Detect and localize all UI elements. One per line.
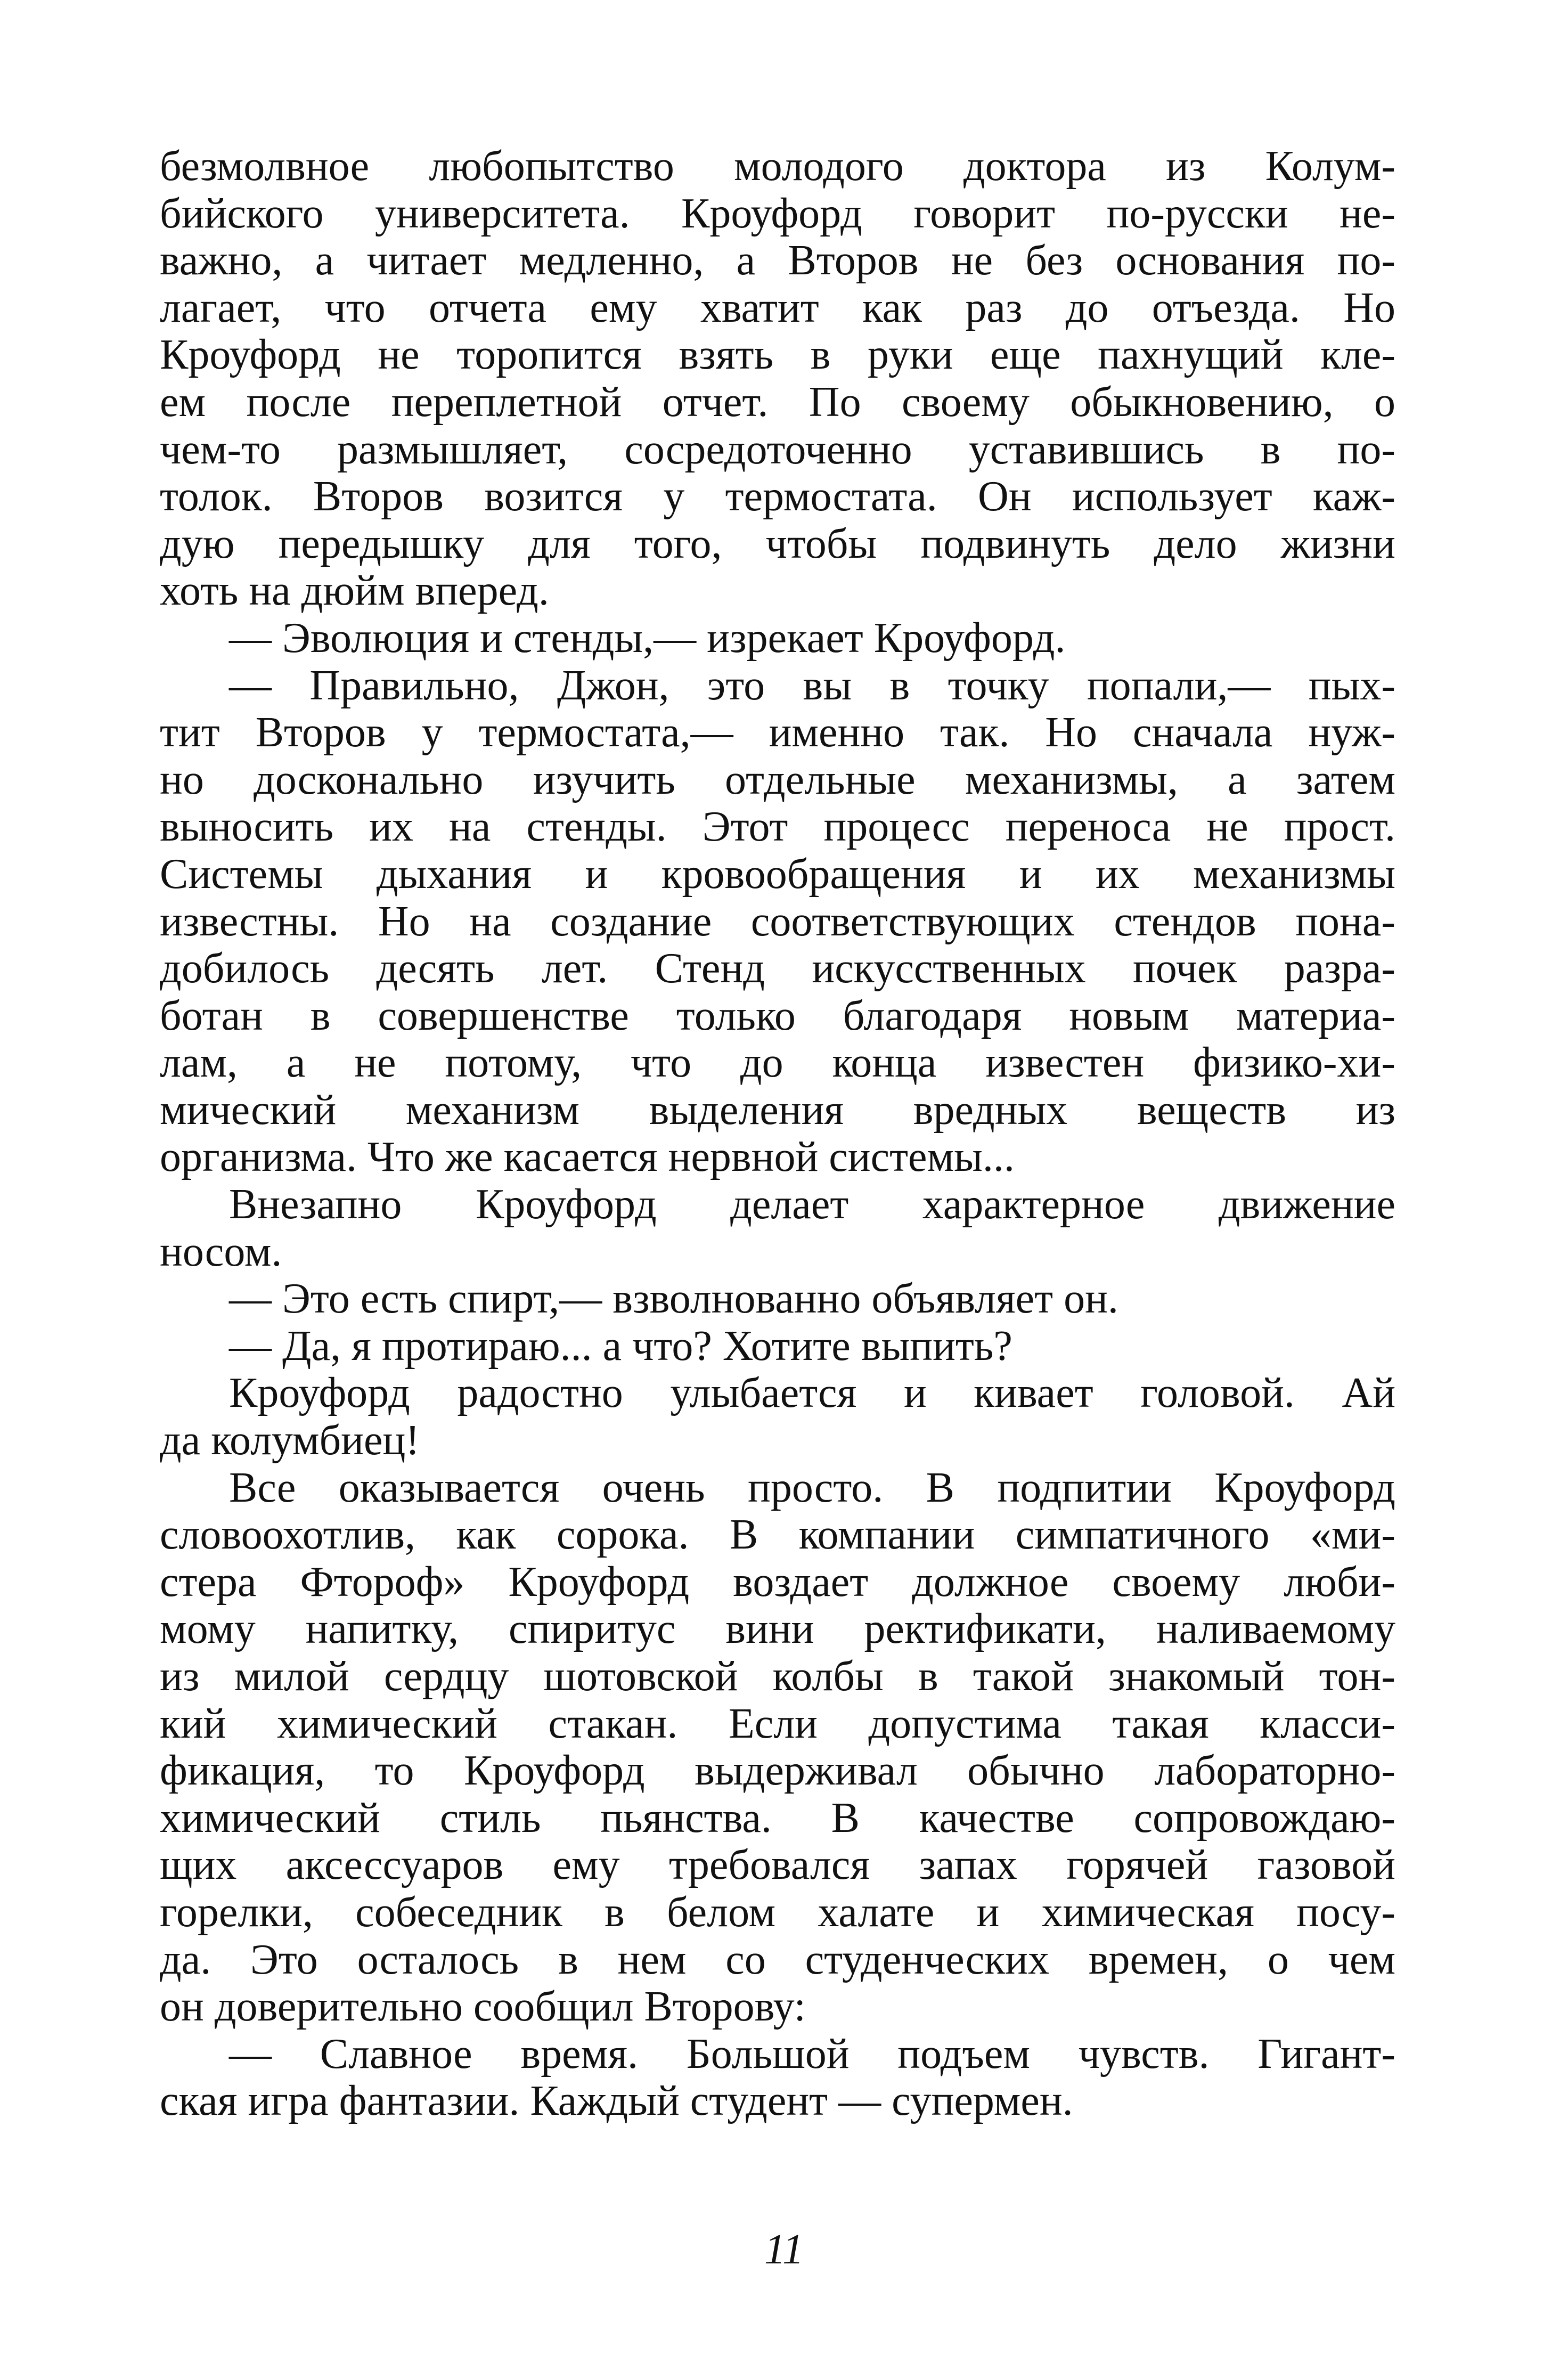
text-line: Кроуфорд не торопится взять в руки еще пахнущий кле- — [160, 331, 1395, 379]
text-line: ботан в совершенстве только благодаря новым материа- — [160, 992, 1395, 1039]
text-line: но досконально изучить отдельные механизмы, а затем — [160, 756, 1395, 803]
text-line: Все оказывается очень просто. В подпитии Кроуфорд — [229, 1464, 1395, 1511]
text-line: химический стиль пьянства. В качестве сопровождаю- — [160, 1794, 1395, 1842]
text-line: — Это есть спирт,— взволнованно объявляет он. — [229, 1275, 1118, 1323]
text-line: — Эволюция и стенды,— изрекает Кроуфорд. — [229, 614, 1066, 662]
text-line: — Да, я протираю... а что? Хотите выпить? — [229, 1322, 1012, 1370]
text-line: носом. — [160, 1228, 282, 1275]
text-line: Внезапно Кроуфорд делает характерное движение — [229, 1181, 1395, 1228]
text-line: мический механизм выделения вредных веществ из — [160, 1086, 1395, 1134]
text-line: ская игра фантазии. Каждый студент — супермен. — [160, 2077, 1073, 2125]
text-line: важно, а читает медленно, а Второв не без основания по- — [160, 237, 1395, 284]
text-line: щих аксессуаров ему требовался запах горячей газовой — [160, 1842, 1395, 1889]
text-line: хоть на дюйм вперед. — [160, 567, 549, 615]
text-line: дую передышку для того, чтобы подвинуть дело жизни — [160, 520, 1395, 567]
text-line: да. Это осталось в нем со студенческих времен, о чем — [160, 1936, 1395, 1983]
text-line: лагает, что отчета ему хватит как раз до отъезда. Но — [160, 284, 1395, 331]
text-line: толок. Второв возится у термостата. Он использует каж- — [160, 473, 1395, 520]
text-line: чем-то размышляет, сосредоточенно уставившись в по- — [160, 426, 1395, 473]
text-line: фикация, то Кроуфорд выдерживал обычно лабораторно- — [160, 1747, 1395, 1795]
text-line: организма. Что же касается нервной системы... — [160, 1134, 1015, 1181]
text-line: кий химический стакан. Если допустима такая класси- — [160, 1700, 1395, 1747]
text-line: бийского университета. Кроуфорд говорит по-русски не- — [160, 190, 1395, 237]
text-line: мому напитку, спиритус вини ректификати, наливаемому — [160, 1606, 1395, 1653]
text-line: безмолвное любопытство молодого доктора из Колум- — [160, 143, 1395, 190]
text-line: тит Второв у термостата,— именно так. Но сначала нуж- — [160, 709, 1395, 756]
text-line: из милой сердцу шотовской колбы в такой знакомый тон- — [160, 1653, 1395, 1700]
text-line: да колумбиец! — [160, 1417, 420, 1464]
text-line: словоохотлив, как сорока. В компании симпатичного «ми- — [160, 1511, 1395, 1559]
text-line: известны. Но на создание соответствующих стендов пона- — [160, 898, 1395, 945]
text-line: горелки, собеседник в белом халате и химическая посу- — [160, 1888, 1395, 1936]
text-line: он доверительно сообщил Второву: — [160, 1983, 806, 2031]
text-line: ем после переплетной отчет. По своему обыкновению, о — [160, 378, 1395, 426]
text-line: Системы дыхания и кровообращения и их механизмы — [160, 850, 1395, 898]
text-line: стера Фтороф» Кроуфорд воздает должное своему люби- — [160, 1558, 1395, 1606]
text-line: — Славное время. Большой подъем чувств. Гигант- — [229, 2030, 1395, 2077]
text-line: — Правильно, Джон, это вы в точку попали,— пых- — [229, 662, 1395, 709]
text-line: добилось десять лет. Стенд искусственных почек разра- — [160, 945, 1395, 992]
body-text — [160, 143, 1395, 2125]
text-line: лам, а не потому, что до конца известен физико-хи- — [160, 1039, 1395, 1087]
page-number: 11 — [764, 2226, 804, 2273]
text-line: выносить их на стенды. Этот процесс переноса не прост. — [160, 803, 1395, 851]
text-line: Кроуфорд радостно улыбается и кивает головой. Ай — [229, 1370, 1395, 1417]
